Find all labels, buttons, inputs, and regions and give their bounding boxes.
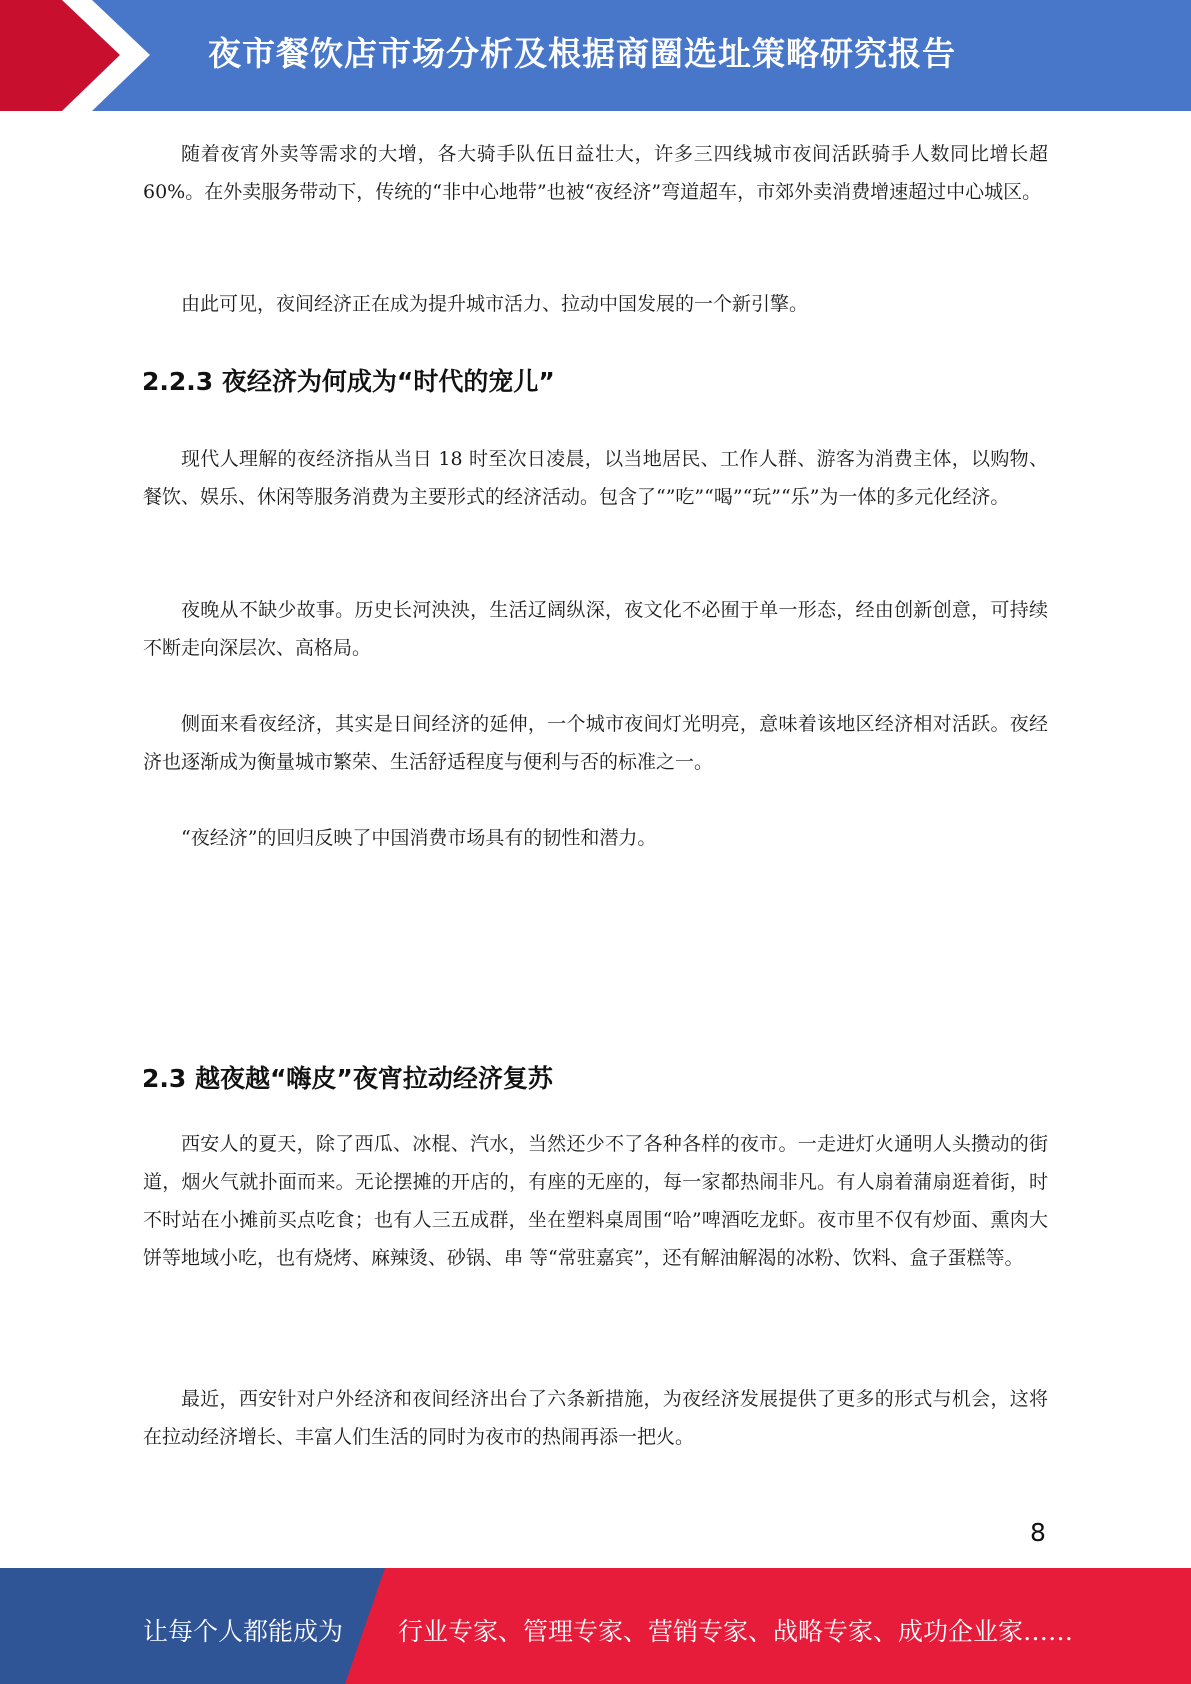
paragraph-xian-measures: 最近，西安针对户外经济和夜间经济出台了六条新措施，为夜经济发展提供了更多的形式与机会，这将在拉动经济增长、丰富人们生活的同时为夜市的热闹再添一把火。 (143, 1388, 1048, 1448)
footer-slogan-right: 行业专家、管理专家、营销专家、战略专家、成功企业家…… (398, 1617, 1074, 1646)
paragraph-resilience: “夜经济”的回归反映了中国消费市场具有的韧性和潜力。 (181, 827, 657, 849)
page-header (0, 0, 1191, 111)
paragraph-xian-summer: 西安人的夏天，除了西瓜、冰棍、汽水，当然还少不了各种各样的夜市。一走进灯火通明人头攒动的街道，烟火气就扑面而来。无论摆摊的开店的，有座的无座的，每一家都热闹非凡。有人扇着蒲扇逛着街，时不时站在小摊前买点吃食；也有人三五成群，坐在塑料桌周围“哈”啤酒吃龙虾。夜市里不仅有炒面、熏肉大饼等地域小吃，也有烧烤、麻辣烫、砂锅、串 等“常驻嘉宾”，还有解油解渴的冰粉、饮料、盒子蛋糕等。 (143, 1133, 1048, 1269)
page-footer (0, 1568, 1191, 1684)
paragraph-night-engine: 由此可见，夜间经济正在成为提升城市活力、拉动中国发展的一个新引擎。 (181, 293, 809, 315)
paragraph-side-view: 侧面来看夜经济，其实是日间经济的延伸，一个城市夜间灯光明亮，意味着该地区经济相对活跃。夜经济也逐渐成为衡量城市繁荣、生活舒适程度与便利与否的标准之一。 (143, 713, 1048, 773)
section-heading-2-2-3: 2.2.3 夜经济为何成为“时代的宠儿” (142, 367, 555, 396)
section-heading-2-3: 2.3 越夜越“嗨皮”夜宵拉动经济复苏 (142, 1064, 553, 1093)
paragraph-definition: 现代人理解的夜经济指从当日 18 时至次日凌晨，以当地居民、工作人群、游客为消费主体，以购物、餐饮、娱乐、休闲等服务消费为主要形式的经济活动。包含了“”吃”“喝”“玩”“乐”为一体的多元化经济。 (143, 448, 1048, 508)
paragraph-night-stories: 夜晚从不缺少故事。历史长河泱泱，生活辽阔纵深，夜文化不必囿于单一形态，经由创新创意，可持续不断走向深层次、高格局。 (143, 599, 1048, 659)
page-number: 8 (1030, 1518, 1046, 1547)
header-title: 夜市餐饮店市场分析及根据商圈选址策略研究报告 (208, 34, 956, 73)
footer-slogan-left: 让每个人都能成为 (143, 1617, 344, 1646)
paragraph-night-delivery: 随着夜宵外卖等需求的大增，各大骑手队伍日益壮大，许多三四线城市夜间活跃骑手人数同比增长超 60%。在外卖服务带动下，传统的“非中心地带”也被“夜经济”弯道超车，市郊外卖消费增速超过中心城区。 (143, 143, 1048, 203)
header-arrow-decoration (0, 0, 160, 111)
